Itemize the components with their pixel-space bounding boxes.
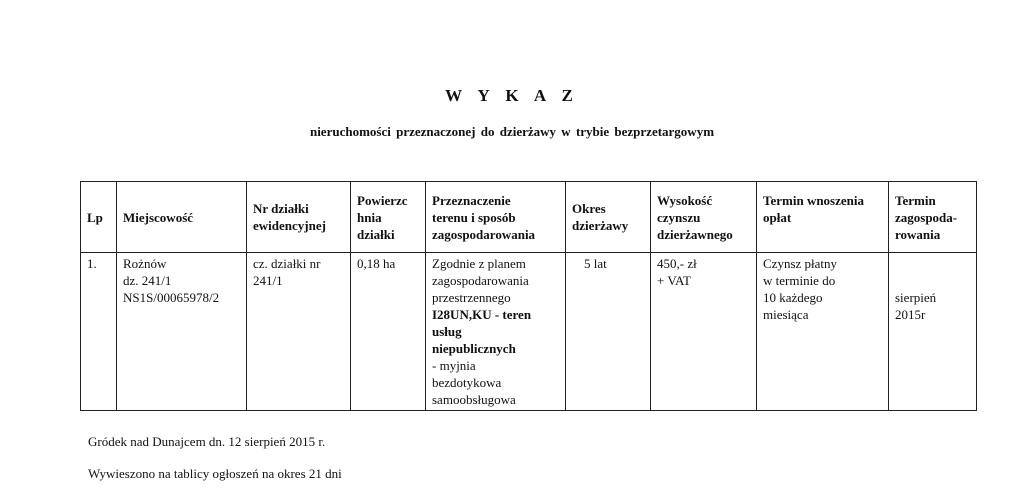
- cell-przeznaczenie-bold-line: I28UN,KU - teren: [432, 307, 532, 322]
- cell-przeznaczenie-bold-line: niepublicznych: [432, 341, 516, 356]
- cell-termin-oplat-line: w terminie do: [763, 273, 836, 288]
- header-wysokosc-line: Wysokość: [657, 192, 713, 208]
- cell-nr-dzialki-line: 241/1: [253, 273, 283, 288]
- table-row: [81, 253, 977, 411]
- cell-miejscowosc-line: Rożnów: [123, 256, 167, 271]
- header-powierzchnia-line: Powierzc: [357, 192, 408, 208]
- cell-nr-dzialki-line: cz. działki nr: [253, 256, 321, 271]
- cell-przeznaczenie-line: Zgodnie z planem: [432, 256, 526, 271]
- cell-przeznaczenie-line: bezdotykowa: [432, 375, 502, 390]
- cell-miejscowosc-line: dz. 241/1: [123, 273, 172, 288]
- header-przeznaczenie: [426, 182, 566, 253]
- header-powierzchnia: [351, 182, 426, 253]
- cell-przeznaczenie-line: zagospodarowania: [432, 273, 529, 288]
- footer-posted-notice: Wywieszono na tablicy ogłoszeń na okres 21 dni: [88, 466, 342, 481]
- cell-przeznaczenie-bold-line: usług: [432, 324, 462, 339]
- cell-przeznaczenie-line: przestrzennego: [432, 290, 511, 305]
- cell-wysokosc-line: 450,- zł: [657, 256, 697, 271]
- header-nr-dzialki: [247, 182, 351, 253]
- header-lp-text: Lp: [87, 209, 103, 225]
- header-termin-zagosp: [889, 182, 977, 253]
- header-wysokosc-line: dzierżawnego: [657, 226, 733, 242]
- header-okres-line: dzierżawy: [572, 218, 629, 233]
- document-subtitle: nieruchomości przeznaczonej do dzierżawy w trybie bezprzetargowym: [309, 124, 715, 139]
- table-header-row: [81, 182, 977, 253]
- cell-przeznaczenie: [426, 253, 566, 411]
- header-miejscowosc-text: Miejscowość: [123, 209, 194, 225]
- cell-miejscowosc: [117, 253, 247, 411]
- cell-powierzchnia-text: 0,18 ha: [357, 256, 396, 271]
- header-okres-line: Okres: [572, 201, 606, 216]
- header-okres: [566, 182, 651, 253]
- cell-lp: [81, 253, 117, 411]
- header-lp: [81, 182, 117, 253]
- cell-okres: [566, 253, 651, 411]
- header-termin-zagosp-line: Termin: [895, 192, 936, 208]
- header-termin-oplat-line: opłat: [763, 209, 792, 225]
- header-przeznaczenie-line: Przeznaczenie: [432, 192, 511, 208]
- cell-termin-zagosp-line: 2015r: [895, 307, 926, 322]
- cell-wysokosc-line: + VAT: [657, 273, 691, 288]
- cell-okres-text: 5 lat: [584, 256, 607, 271]
- header-przeznaczenie-line: terenu i sposób: [432, 209, 516, 225]
- header-miejscowosc: [117, 182, 247, 253]
- header-nr-dzialki-line: Nr działki: [253, 201, 309, 216]
- property-list-table: [80, 181, 977, 411]
- cell-przeznaczenie-line: - myjnia: [432, 358, 476, 373]
- header-powierzchnia-line: działki: [357, 226, 395, 242]
- cell-wysokosc: [651, 253, 757, 411]
- header-powierzchnia-line: hnia: [357, 209, 382, 225]
- cell-termin-oplat-line: miesiąca: [763, 307, 809, 322]
- footer-place-date: Gródek nad Dunajcem dn. 12 sierpień 2015 r.: [88, 434, 326, 449]
- header-przeznaczenie-line: zagospodarowania: [432, 226, 536, 242]
- cell-nr-dzialki: [247, 253, 351, 411]
- cell-lp-text: 1.: [87, 256, 97, 271]
- cell-przeznaczenie-line: samoobsługowa: [432, 392, 516, 407]
- cell-termin-zagosp-line: sierpień: [895, 290, 937, 305]
- header-termin-zagosp-line: zagospoda-: [895, 209, 958, 225]
- header-termin-oplat-line: Termin wnoszenia: [763, 192, 864, 208]
- cell-termin-oplat-line: 10 każdego: [763, 290, 823, 305]
- cell-termin-oplat-line: Czynsz płatny: [763, 256, 838, 271]
- cell-powierzchnia: [351, 253, 426, 411]
- header-termin-zagosp-line: rowania: [895, 226, 941, 242]
- header-nr-dzialki-line: ewidencyjnej: [253, 218, 326, 233]
- cell-miejscowosc-line: NS1S/00065978/2: [123, 290, 220, 305]
- cell-termin-zagosp: [889, 253, 977, 411]
- document-title: W Y K A Z: [445, 86, 579, 105]
- header-wysokosc-line: czynszu: [657, 209, 701, 225]
- cell-termin-oplat: [757, 253, 889, 411]
- header-wysokosc: [651, 182, 757, 253]
- header-termin-oplat: [757, 182, 889, 253]
